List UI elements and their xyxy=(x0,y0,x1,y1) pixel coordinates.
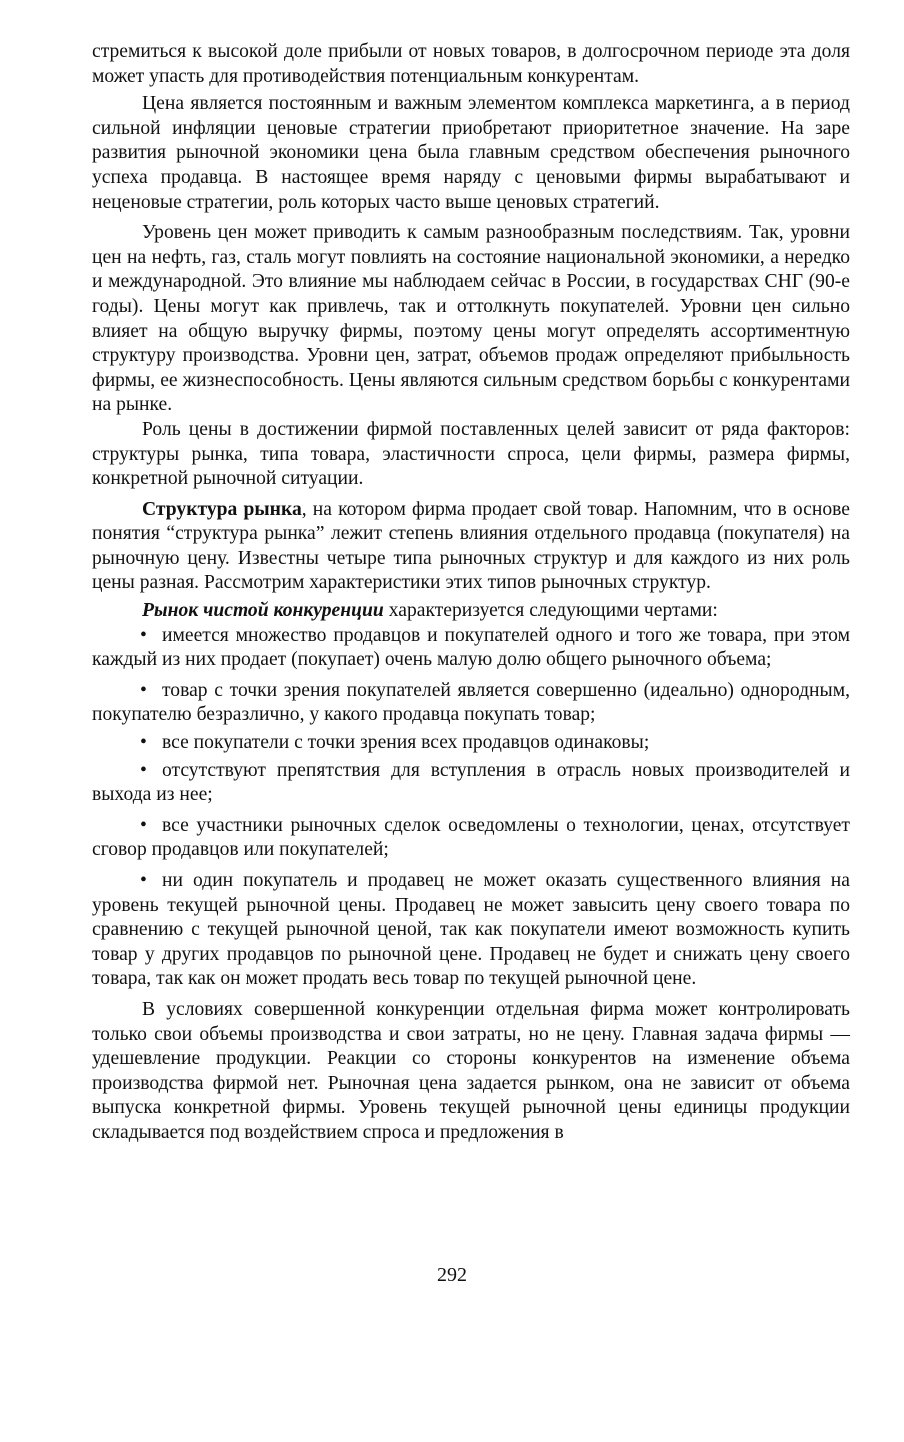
bullet-icon: • xyxy=(140,679,147,701)
list-item xyxy=(92,679,850,728)
page-number: 292 xyxy=(437,1264,467,1286)
paragraph-price-factors: Роль цены в достижении фирмой поставленных целей зависит от ряда факторов: структуры рынка, типа товара, эластичности спроса, цели фирмы, размера фирмы, конкретной рыночной ситуации. xyxy=(92,418,850,490)
paragraph-price-levels: Уровень цен может приводить к самым разнообразным последствиям. Так, уровни цен на нефть, газ, сталь могут повлиять на состояние национальной экономики, а нередко и международной. Это влияние мы наблюдаем сейчас в России, в государствах СНГ (90-е годы). Цены могут как привлечь, так и оттолкнуть покупателей. Уровни цен сильно влияет на общую выручку фирмы, поэтому цены могут определять ассортиментную структуру производства. Уровни цен, затрат, объемов продаж определяют прибыльность фирмы, ее жизнеспособность. Цены являются сильным средством борьбы с конкурентами на рынке. xyxy=(92,222,850,416)
list-item xyxy=(92,624,850,673)
bullet-icon: • xyxy=(140,814,147,836)
bullet-icon: • xyxy=(140,624,147,646)
list-item xyxy=(92,731,850,756)
list-item-text: все участники рыночных сделок осведомлены о технологии, ценах, отсутствует сговор продавцов или покупателей; xyxy=(92,814,850,861)
page-body xyxy=(92,40,850,1146)
paragraph-perfect-competition: В условиях совершенной конкуренции отдельная фирма может контролировать только свои объемы производства и свои затраты, но не цену. Главная задача фирмы — удешевление продукции. Реакции со стороны конкурентов на изменение объема производства фирмой нет. Рыночная цена задается рынком, она не зависит от объема выпуска конкретной фирмы. Уровень текущей рыночной цены единицы продукции складывается под воздействием спроса и предложения в xyxy=(92,998,850,1143)
list-item-text: все покупатели с точки зрения всех продавцов одинаковы; xyxy=(162,732,650,754)
paragraph-market-structure-text: , на котором фирма продает свой товар. Напомним, что в основе понятия “структура рынка” лежит степень влияния отдельного продавца (покупателя) на рыночную цену. Известны четыре типа рыночных структур и для каждого из них роль цены разная. Рассмотрим характеристики этих типов рыночных структур. xyxy=(92,498,850,594)
list-item xyxy=(92,759,850,808)
paragraph-pure-competition-text: характеризуется следующими чертами: xyxy=(383,600,718,622)
paragraph-market-structure xyxy=(92,498,850,596)
paragraph-pure-competition xyxy=(92,599,850,624)
bullet-icon: • xyxy=(140,732,147,754)
list-item xyxy=(92,869,850,992)
paragraph-price-role: Цена является постоянным и важным элементом комплекса маркетинга, а в период сильной инфляции ценовые стратегии приобретают приоритетное значение. На заре развития рыночной экономики цена была главным средством обеспечения рыночного успеха продавца. В настоящее время наряду с ценовыми фирмы вырабатывают и неценовые стратегии, роль которых часто выше ценовых стратегий. xyxy=(92,93,850,213)
list-item xyxy=(92,814,850,863)
bullet-icon: • xyxy=(140,759,147,781)
list-item-text: отсутствуют препятствия для вступления в отрасль новых производителей и выхода из нее; xyxy=(92,759,850,806)
bullet-icon: • xyxy=(140,870,147,891)
list-item-text: ни один покупатель и продавец не может оказать существенного влияния на уровень текущей рыночной цены. Продавец не может завысить цену своего товара по сравнению с текущей рыночной ценой, так как покупатели имеют возможность купить товар у других продавцов по рыночной цене. Продавец не будет и снижать цену своего товара, так как он может продать весь товар по текущей рыночной цене. xyxy=(92,870,850,990)
list-item-text: товар с точки зрения покупателей является совершенно (идеально) однородным, покупателю безразлично, у какого продавца покупать товар; xyxy=(92,679,850,726)
list-item-text: имеется множество продавцов и покупателей одного и того же товара, при этом каждый из них продает (покупает) очень малую долю общего рыночного объема; xyxy=(92,624,850,671)
term-pure-competition: Рынок чистой конкуренции xyxy=(142,600,384,622)
paragraph-continuation: стремиться к высокой доле прибыли от новых товаров, в долгосрочном периоде эта доля может упасть для противодействия потенциальным конкурентам. xyxy=(92,41,850,87)
term-market-structure: Структура рынка xyxy=(142,498,302,520)
